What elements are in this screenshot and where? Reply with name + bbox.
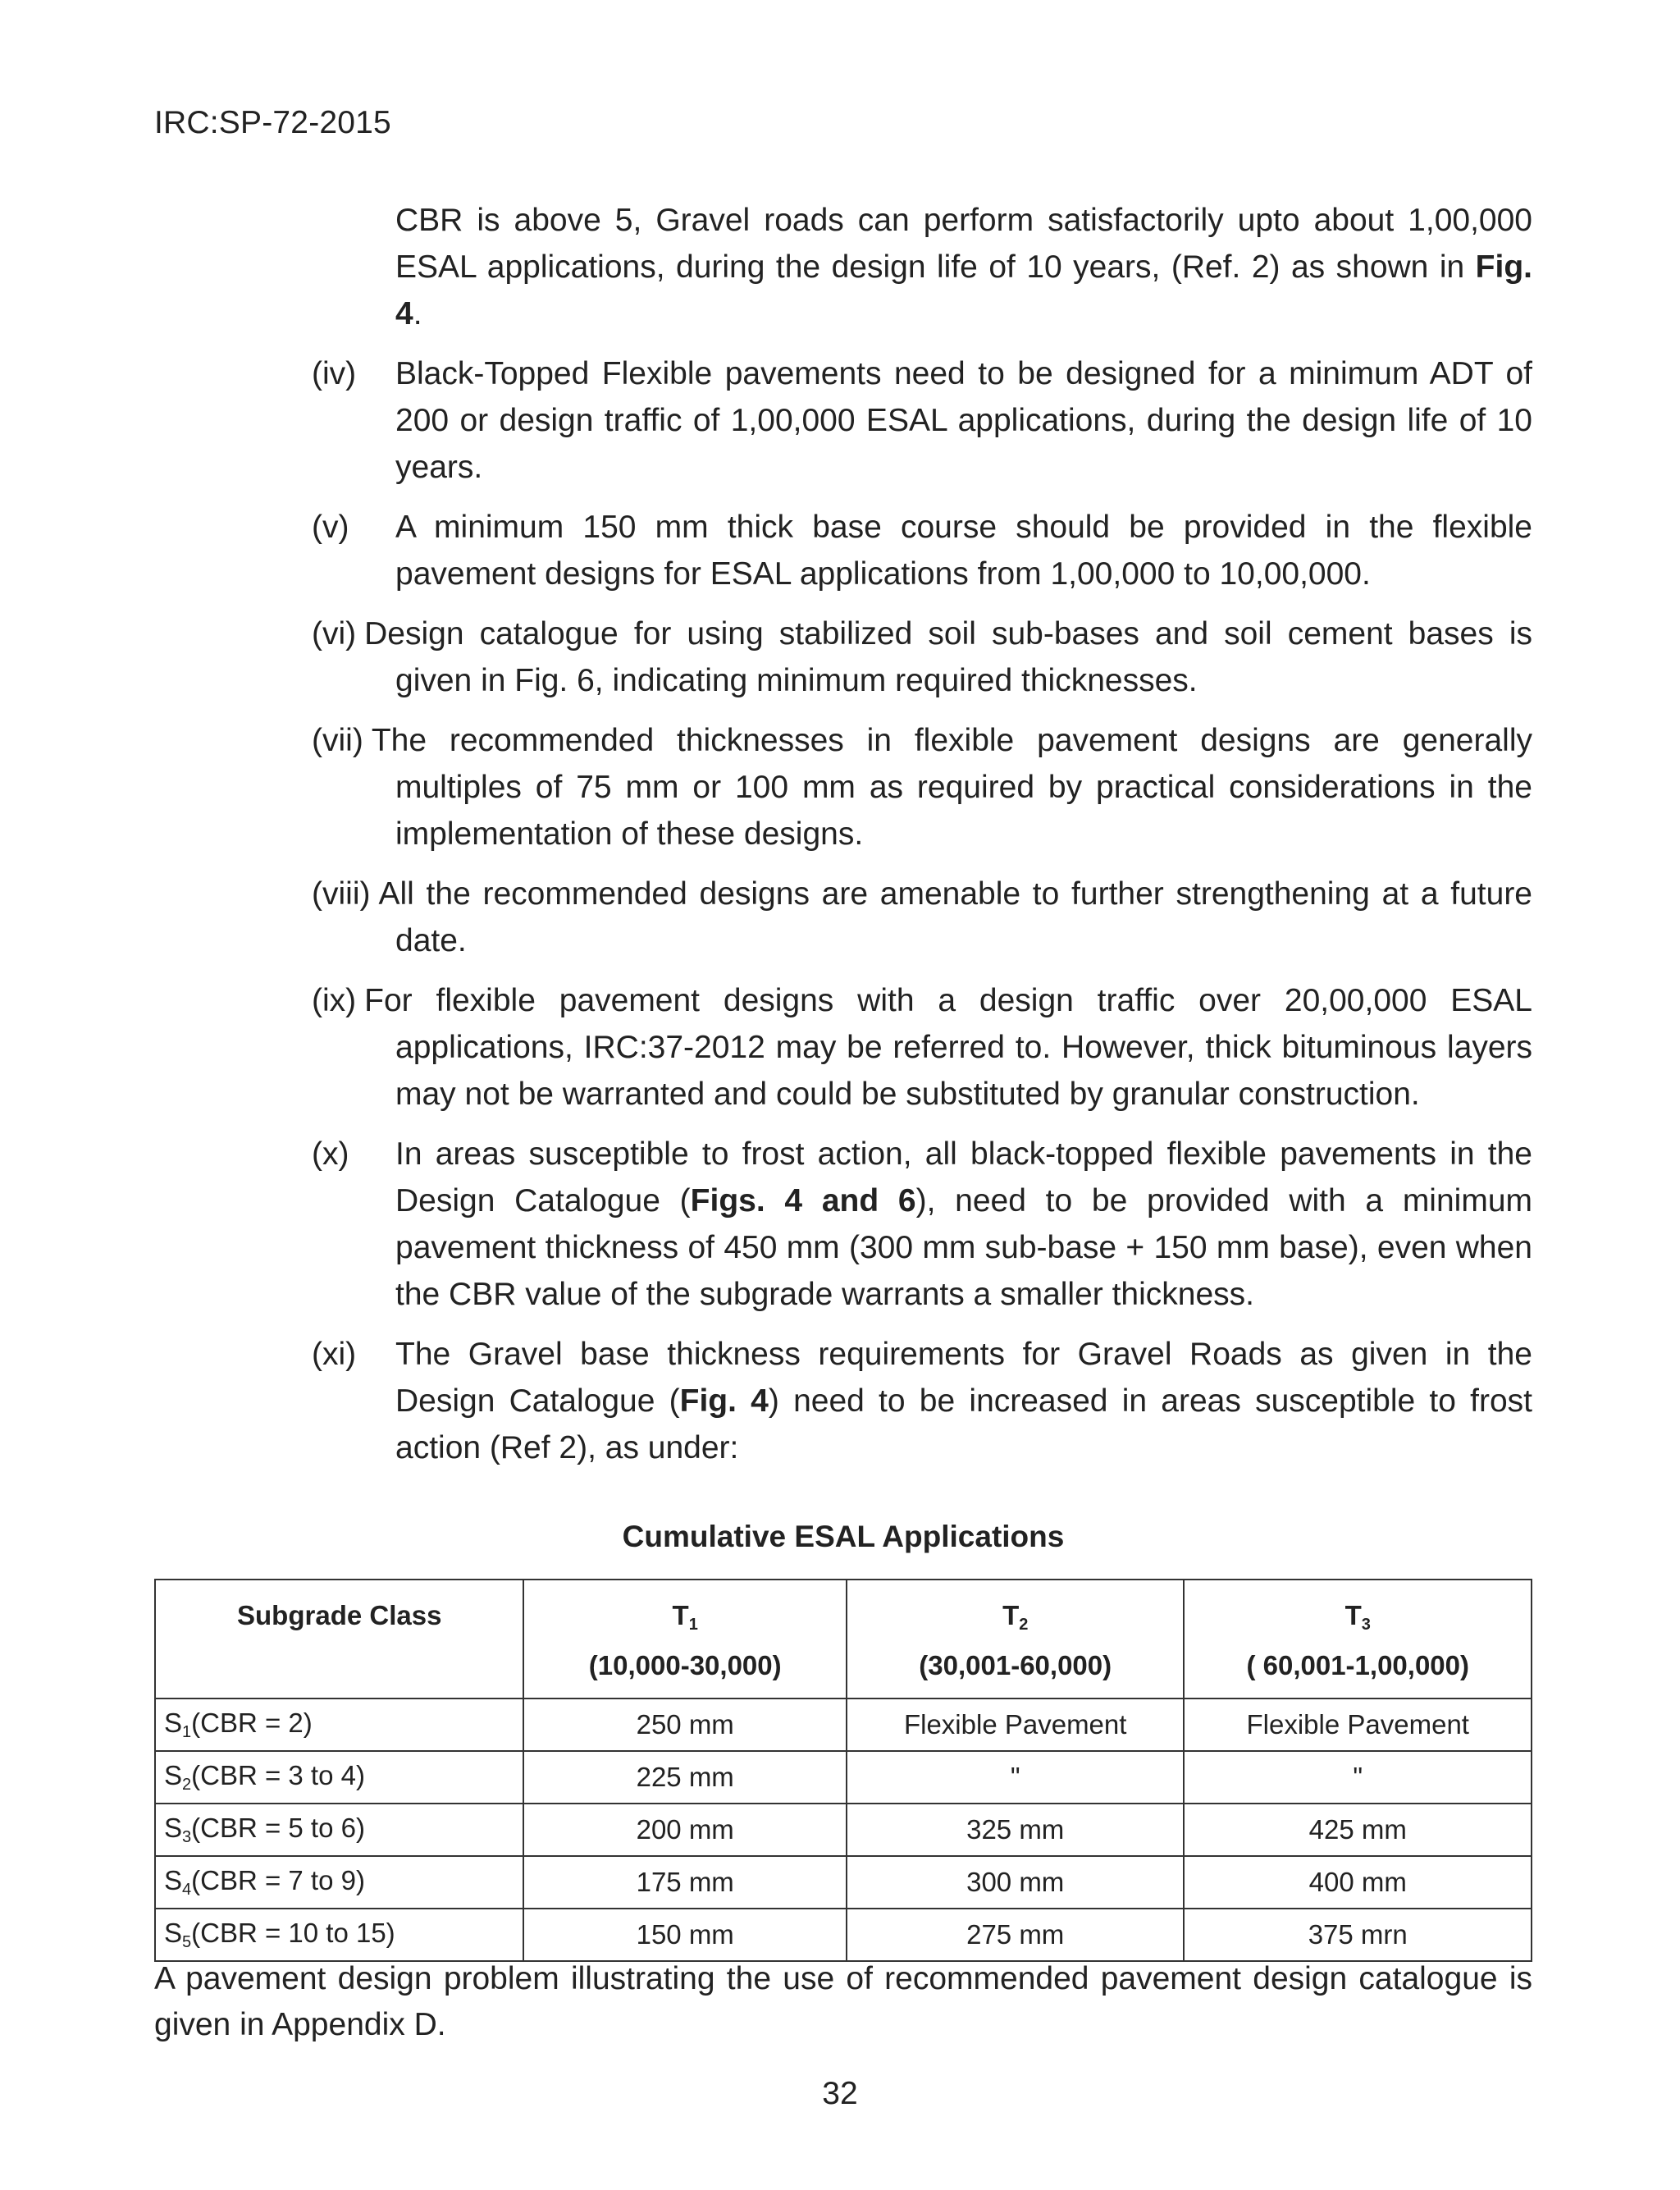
list-item-x bbox=[312, 1131, 1532, 1318]
header-range: (10,000-30,000) bbox=[588, 1650, 782, 1680]
table-row bbox=[155, 1856, 1532, 1909]
t1-cell: 200 mm bbox=[523, 1804, 847, 1856]
table-header-row bbox=[155, 1580, 1532, 1699]
header-t1 bbox=[523, 1580, 847, 1699]
body-text bbox=[312, 197, 1532, 1484]
list-item-ix bbox=[312, 977, 1532, 1118]
item-text: The recommended thicknesses in flexible pavement designs are generally multiples of 75 mm or 100 mm as required by practical considerations in the implementation of these designs. bbox=[371, 723, 1532, 852]
t2-cell: 300 mm bbox=[847, 1856, 1185, 1909]
header-subscript: 1 bbox=[688, 1616, 698, 1634]
t2-cell: " bbox=[847, 1751, 1185, 1804]
list-item-viii bbox=[312, 871, 1532, 964]
header-letter: T bbox=[1344, 1600, 1362, 1630]
item-text-a: The Gravel base thickness requirements for Gravel Roads as given in the Design Catalogue ( bbox=[395, 1337, 1532, 1419]
item-number: (ix) bbox=[312, 983, 357, 1018]
table-row bbox=[155, 1804, 1532, 1856]
subgrade-class-cell: $S_2(CBR = 3$ to 4) bbox=[155, 1751, 523, 1804]
gravel-thickness-table bbox=[154, 1579, 1532, 1962]
subgrade-class-cell: $S_4(CBR = 7$ to 9) bbox=[155, 1856, 523, 1909]
t2-cell: Flexible Pavement bbox=[847, 1699, 1185, 1751]
item-text-b: ) need to be increased in areas susceptible to frost action (Ref 2), as under: bbox=[395, 1383, 1532, 1465]
t1-cell: 250 mm bbox=[523, 1699, 847, 1751]
header-range: ( 60,001-1,00,000) bbox=[1246, 1650, 1469, 1680]
list-item-vii bbox=[312, 717, 1532, 857]
header-subgrade-class: Subgrade Class bbox=[155, 1580, 523, 1699]
intro-fig-ref: Fig. 4 bbox=[395, 249, 1532, 331]
header-letter: T bbox=[1002, 1600, 1020, 1630]
item-text: Design catalogue for using stabilized soil sub-bases and soil cement bases is given in Fig. 6, indicating minimum required thicknesses. bbox=[364, 616, 1532, 698]
item-number: (v) bbox=[312, 510, 349, 545]
table-row bbox=[155, 1751, 1532, 1804]
t3-cell: 400 mm bbox=[1184, 1856, 1532, 1909]
header-subscript: 2 bbox=[1019, 1616, 1029, 1634]
item-text: For flexible pavement designs with a design traffic over 20,00,000 ESAL applications, IRC:37-2012 may be referred to. However, thick bituminous layers may not be warranted and could be substituted by granular construction. bbox=[364, 983, 1532, 1112]
t1-cell: 150 mm bbox=[523, 1909, 847, 1961]
t3-cell: " bbox=[1184, 1751, 1532, 1804]
item-text: All the recommended designs are amenable to further strengthening at a future date. bbox=[378, 876, 1532, 958]
document-code-header: IRC:SP-72-2015 bbox=[154, 105, 391, 140]
item-fig-ref: Fig. 4 bbox=[679, 1383, 769, 1419]
list-item-v bbox=[312, 504, 1532, 597]
list-item-vi bbox=[312, 610, 1532, 704]
header-t3 bbox=[1184, 1580, 1532, 1699]
header-subscript: 3 bbox=[1361, 1616, 1371, 1634]
item-text-a: In areas susceptible to frost action, all black-topped flexible pavements in the Design Catalogue ( bbox=[395, 1136, 1532, 1218]
item-number: (vii) bbox=[312, 723, 363, 758]
intro-text-a: CBR is above 5, Gravel roads can perform satisfactorily upto about 1,00,000 ESAL applications, during the design life of 10 years, (Ref. 2) as shown in bbox=[395, 203, 1532, 285]
item-text: A minimum 150 mm thick base course should be provided in the flexible pavement designs for ESAL applications from 1,00,000 to 10,00,000. bbox=[395, 510, 1532, 592]
item-fig-ref: Figs. 4 and 6 bbox=[690, 1183, 916, 1218]
header-t2 bbox=[847, 1580, 1185, 1699]
item-number: (viii) bbox=[312, 876, 371, 912]
table-row bbox=[155, 1909, 1532, 1961]
item-text-b: ), need to be provided with a minimum pavement thickness of 450 mm (300 mm sub-base + 150 mm base), even when the CBR value of the subgrade warrants a smaller thickness. bbox=[395, 1183, 1532, 1312]
list-item-xi bbox=[312, 1331, 1532, 1471]
list-item-iv bbox=[312, 350, 1532, 491]
header-letter: T bbox=[672, 1600, 689, 1630]
item-number: (iv) bbox=[312, 356, 357, 391]
page-number: 32 bbox=[822, 2076, 858, 2111]
t2-cell: 275 mm bbox=[847, 1909, 1185, 1961]
item-number: (x) bbox=[312, 1136, 349, 1172]
t3-cell: 425 mm bbox=[1184, 1804, 1532, 1856]
subgrade-class-cell: $S_3(CBR = 5$ to 6) bbox=[155, 1804, 523, 1856]
t3-cell: Flexible Pavement bbox=[1184, 1699, 1532, 1751]
t1-cell: 175 mm bbox=[523, 1856, 847, 1909]
item-number: (vi) bbox=[312, 616, 357, 652]
intro-text-b: . bbox=[413, 296, 422, 331]
t2-cell: 325 mm bbox=[847, 1804, 1185, 1856]
subgrade-class-cell: $S_5(CBR = 10$ to 15) bbox=[155, 1909, 523, 1961]
subgrade-class-cell: $S_1(CBR = 2)$ bbox=[155, 1699, 523, 1751]
intro-paragraph bbox=[395, 197, 1532, 337]
t3-cell: 375 mrn bbox=[1184, 1909, 1532, 1961]
item-text: Black-Topped Flexible pavements need to be designed for a minimum ADT of 200 or design traffic of 1,00,000 ESAL applications, during the design life of 10 years. bbox=[395, 356, 1532, 485]
t1-cell: 225 mm bbox=[523, 1751, 847, 1804]
header-range: (30,001-60,000) bbox=[919, 1650, 1112, 1680]
table-row bbox=[155, 1699, 1532, 1751]
item-number: (xi) bbox=[312, 1337, 357, 1372]
appendix-note: A pavement design problem illustrating the use of recommended pavement design catalogue is given in Appendix D. bbox=[154, 1961, 1532, 2042]
table-caption: Cumulative ESAL Applications bbox=[622, 1520, 1065, 1553]
